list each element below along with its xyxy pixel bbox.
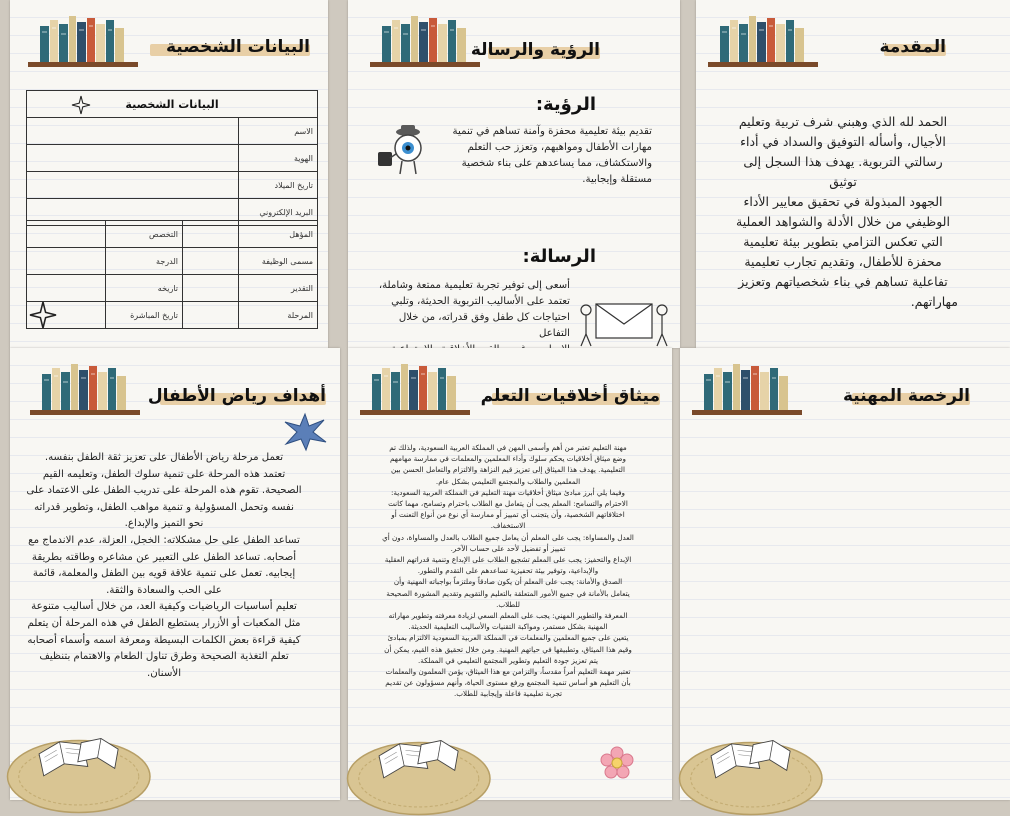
bookshelf-icon xyxy=(360,360,470,416)
page-kindergarten-goals xyxy=(10,348,340,800)
bookshelf-icon xyxy=(30,360,140,416)
table-row: الهوية xyxy=(27,145,318,172)
page-title: الرؤية والرسالة xyxy=(470,40,600,60)
detective-eye-icon xyxy=(376,122,428,176)
rug-with-books-icon xyxy=(0,724,180,814)
bookshelf-icon xyxy=(708,12,818,68)
page-title: أهداف رياض الأطفال xyxy=(147,386,326,406)
rug-with-books-icon xyxy=(340,726,520,816)
page-professional-license xyxy=(680,348,1010,800)
table-cell-value[interactable] xyxy=(183,221,239,248)
page-title: الرخصة المهنية xyxy=(842,386,970,406)
table-cell-value[interactable] xyxy=(183,275,239,302)
table-row: البريد الإلكتروني xyxy=(27,199,318,226)
envelope-carry-icon xyxy=(578,298,670,348)
mission-text: أسعى إلى توفير تجربة تعليمية ممتعة وشاملة، تعتمد على الأساليب التربوية الحديثة، وتلبي احتياجات كل طفل وفق قدراته، من خلال التفاعل xyxy=(378,280,570,339)
vision-text: تقديم بيئة تعليمية محفزة وآمنة تساهم في تنمية مهارات الأطفال ومواهبهم، وتعزز حب التعلم والاستكشاف، مما يساعدهم على بناء شخصية مستقلة وإيجابية. xyxy=(452,126,652,185)
table-cell-value[interactable] xyxy=(27,302,106,329)
page-introduction xyxy=(696,0,1010,348)
bookshelf-icon xyxy=(28,12,138,68)
page-ethics-charter xyxy=(348,348,672,800)
table-cell-value[interactable] xyxy=(27,172,239,199)
page-title: المقدمة xyxy=(879,37,946,57)
bookshelf-icon xyxy=(370,12,480,68)
star-burst-icon xyxy=(282,412,328,452)
table-cell-value[interactable] xyxy=(183,302,239,329)
table-cell-value[interactable] xyxy=(27,145,239,172)
page-title: البيانات الشخصية xyxy=(165,37,310,57)
table-row: المؤهل التخصص xyxy=(27,221,318,248)
table-row: مسمى الوظيفة الدرجة xyxy=(27,248,318,275)
intro-text: الحمد لله الذي وهبني شرف تربية وتعليم الأجيال، وأسأله التوفيق والسداد في أداء رسالتي التربوية. يهدف هذا السجل إلى توثيق الجهود المبذولة في تحقيق معايير الأداء الوظيفي من خلال الأدلة والشواهد العملية التي تعكس التزامي بتطوير بيئة تعليمية محفزة للأطفال، وتقديم تجارب تعليمية تفاعلية تساهم في بناء شخصياتهم وتعزيز مهاراتهم. xyxy=(736,114,958,309)
table-row: المرحلة تاريخ المباشرة xyxy=(27,302,318,329)
page-title: ميثاق أخلاقيات التعلم xyxy=(480,386,660,406)
page-personal-data xyxy=(10,0,328,348)
ethics-text: مهنة التعليم تعتبر من أهم وأسمى المهن في المملكة العربية السعودية، ولذلك تم وضع ميثاق أخلاقيات يحكم سلوك وأداء المعلمين والمعلمات في ممارسة مهامهم التعليمية. يهدف هذا الميثاق إلى تعزيز قيم النزاهة والالتزام والتعامل الحسن بين المعلمين والطلاب والمجتمع التعليمي بشكل عام. وفيما يلي أبرز مبادئ ميثاق أخلاقيات مهنة التعليم في المملكة العربية السعودية: الاحترام والتسامح: المعلم يجب أن يتعامل مع الطلاب باحترام وتسامح، مهما كانت اختلافاتهم الشخصية، وأن يتجنب أي تمييز أو ممارسة أي نوع من أنواع التعنت أو الاستخفاف. العدل والمساواة: يجب على المعلم أن يعامل جميع الطلاب بالعدل والمساواة، دون أي تمييز أو تفضيل لأحد على حساب الآخر. الإبداع والتحفيز: يجب على المعلم تشجيع الطلاب على الإبداع وتنمية قدراتهم العقلية والإبداعية، وتوفير بيئة تحفيزية تساعدهم على التقدم والتطور. الصدق والأمانة: يجب على المعلم أن يكون صادقاً وملتزماً بواجباته المهنية وأن يتعامل بالأمانة في جميع الأمور المتعلقة بالتعليم والتقويم وتقديم المشورة الصحيحة للطلاب. المعرفة والتطوير المهني: يجب على المعلم السعي لزيادة معرفته وتطوير مهاراته المهنية بشكل مستمر، ومواكبة التقنيات والأساليب التعليمية الحديثة. يتعين على جميع المعلمين والمعلمات في المملكة العربية السعودية الالتزام بمبادئ وقيم هذا الميثاق، وتطبيقها في حياتهم المهنية. ومن خلال تحقيق هذه القيم، يمكن أن يتم تعزيز جودة التعليم وتطوير المجتمع التعليمي في المملكة. تعتبر مهمة التعليم أمراً مقدساً، والتزامن مع هذا الميثاق، يؤمن المعلمون والمعلمات بأن التعليم هو أساس تنمية المجتمع ورفع مستوى الحياة، وأنهم مسؤولون عن تقديم تجربة تعليمية فاعلة وإيجابية للطلاب. xyxy=(382,443,634,699)
table-cell-value[interactable] xyxy=(183,248,239,275)
table-cell-value[interactable] xyxy=(27,221,106,248)
mission-heading: الرسالة: xyxy=(522,246,596,267)
personal-data-table xyxy=(26,90,318,226)
table-row: التقدير تاريخه xyxy=(27,275,318,302)
table-cell-value[interactable] xyxy=(27,248,106,275)
personal-data-split-table xyxy=(26,220,318,329)
page-vision-mission xyxy=(348,0,680,348)
table-row: تاريخ الميلاد xyxy=(27,172,318,199)
table-cell-value[interactable] xyxy=(27,118,239,145)
table-title: البيانات الشخصية xyxy=(27,91,318,118)
bookshelf-icon xyxy=(692,360,802,416)
table-cell-value[interactable] xyxy=(27,275,106,302)
goals-text: تعمل مرحلة رياض الأطفال على تعزيز ثقة الطفل بنفسه. تعتمد هذه المرحلة على تنمية سلوك الطفل، وتعليمه القيم الصحيحة. تقوم هذه المرحلة على تدريب الطفل على الاعتماد على نفسه وتحمل المسؤولية و تنمية مواهب الطفل، وتطوير قدراته نحو التميز والإبداع. تساعد الطفل على حل مشكلاته: الخجل، العزلة، عدم الاندماج مع أصحابه. تساعد الطفل على التعبير عن مشاعره وطاقته بطريقة إيجابيه. تعمل على تنمية علاقة قويه بين الطفل والمعلمة، قائمة على الحب والسعادة والثقة. تعليم أساسيات الرياضيات وكيفية العد، من خلال أساليب متنوعة مثل المكعبات أو الأزرار يستطيع الطفل في هذه المرحلة أن يتعلم كيفية قراءة بعض الكلمات البسيطة ومعرفة اسمه وأسماء أصحابه تعلم التغذية الصحيحة وطرق تناول الطعام والاهتمام بتنظيف الأسنان. xyxy=(26,452,302,679)
vision-heading: الرؤية: xyxy=(535,94,596,115)
flower-icon xyxy=(600,746,634,780)
table-row: الاسم xyxy=(27,118,318,145)
rug-with-books-icon xyxy=(672,726,852,816)
